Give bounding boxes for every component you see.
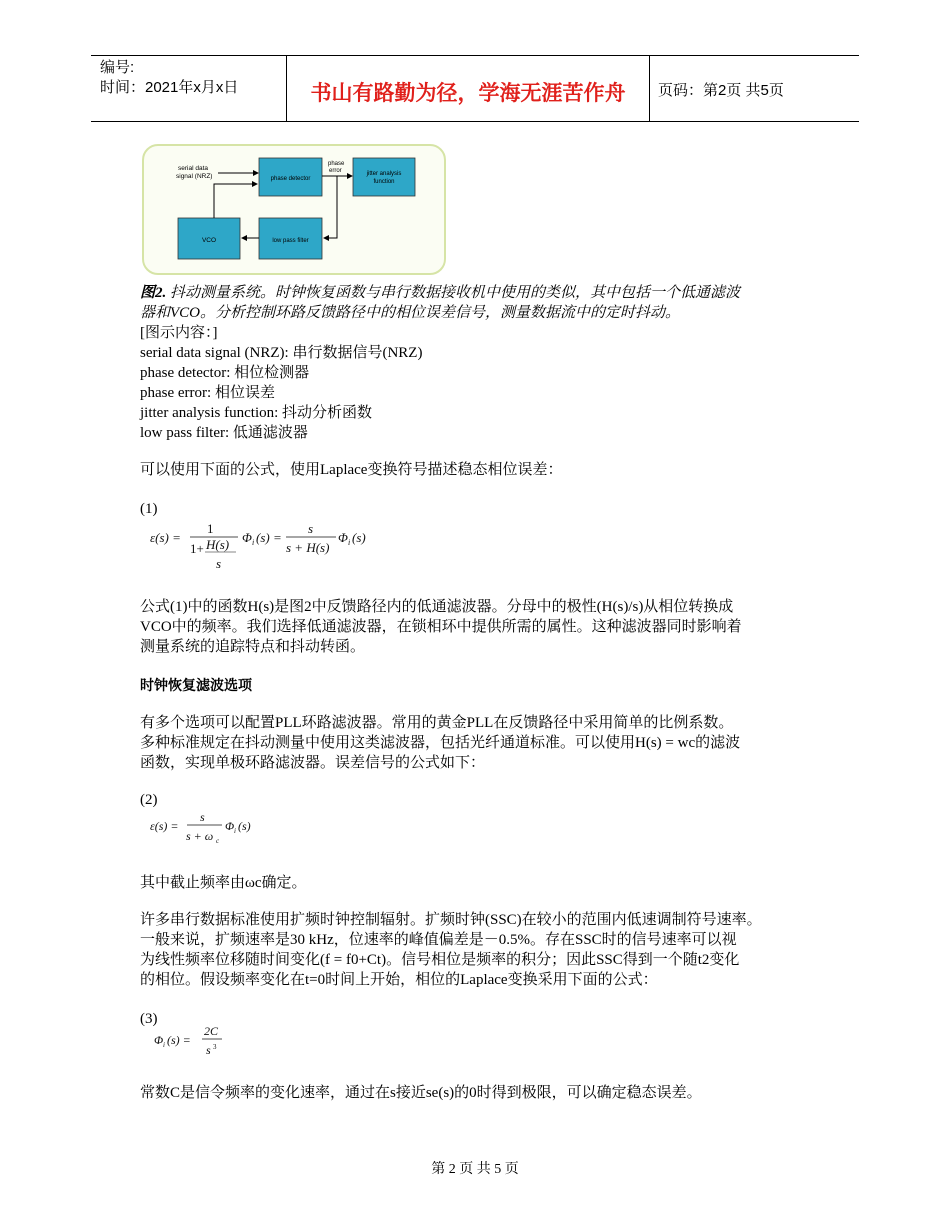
input-label: signal (NRZ)	[176, 173, 213, 180]
low-pass-filter-label: low pass filter	[272, 238, 309, 244]
paragraph-line: 许多串行数据标准使用扩频时钟控制辐射。扩频时钟(SSC)在较小的范围内低速调制符号速率。	[140, 912, 762, 928]
svg-text:i: i	[348, 538, 351, 547]
time-label: 时间：2021年x月x日	[100, 79, 239, 96]
caption-text: 器和VCO。分析控制环路反馈路径中的相位误差信号，测量数据流中的定时抖动。	[140, 305, 681, 321]
svg-text:Φ: Φ	[338, 530, 348, 545]
legend-item: phase error: 相位误差	[140, 385, 275, 401]
caption-label: 图2.	[140, 285, 167, 301]
phase-error-label: phase	[328, 161, 345, 167]
svg-text:c: c	[216, 837, 220, 845]
svg-text:(s): (s)	[238, 819, 251, 833]
svg-text:Φ: Φ	[225, 819, 235, 833]
paragraph-line: 多种标准规定在抖动测量中使用这类滤波器，包括光纤通道标准。可以使用H(s) = wc的滤波	[140, 735, 741, 751]
paragraph: 可以使用下面的公式，使用Laplace变换符号描述稳态相位误差：	[140, 462, 563, 478]
caption-text: 抖动测量系统。时钟恢复函数与串行数据接收机中使用的类似，其中包括一个低通滤波	[166, 285, 741, 301]
svg-text:(s) =: (s) =	[167, 1033, 191, 1047]
svg-text:(s): (s)	[352, 530, 366, 545]
svg-text:i: i	[252, 538, 255, 547]
paragraph-line: 公式(1)中的函数H(s)是图2中反馈路径内的低通滤波器。分母中的极性(H(s)/s)从相位转换成	[140, 599, 734, 615]
svg-text:H(s): H(s)	[206, 537, 230, 552]
input-label: serial data	[178, 165, 208, 172]
legend-item: low pass filter: 低通滤波器	[140, 425, 308, 441]
svg-text:Φ: Φ	[154, 1033, 164, 1047]
svg-text:ε(s) =: ε(s) =	[150, 819, 179, 833]
svg-text:s: s	[206, 1043, 211, 1057]
jitter-analysis-label: jitter analysis	[366, 171, 402, 177]
header-motto: 书山有路勤为径，学海无涯苦作舟	[310, 81, 626, 105]
equation-number: (2)	[140, 792, 158, 808]
legend-item: phase detector: 相位检测器	[140, 365, 310, 381]
legend-item: jitter analysis function: 抖动分析函数	[140, 405, 373, 421]
equation-2	[148, 808, 268, 848]
header-divider	[649, 55, 650, 121]
paragraph-line: 为线性频率位移随时间变化(f = f0+Ct)。信号相位是频率的积分；因此SSC得到一个随t2变化	[140, 952, 740, 968]
svg-text:ε(s) =: ε(s) =	[150, 530, 181, 545]
phase-error-label: error	[329, 168, 342, 174]
svg-text:s: s	[308, 521, 314, 536]
svg-text:s + ω: s + ω	[186, 829, 214, 843]
legend-item: serial data signal (NRZ): 串行数据信号(NRZ)	[140, 345, 423, 361]
svg-text:1: 1	[207, 521, 214, 536]
svg-text:i: i	[234, 827, 236, 835]
svg-text:Φ: Φ	[242, 530, 252, 545]
vco-label: VCO	[201, 237, 217, 244]
page-footer: 第 2 页 共 5 页	[431, 1162, 519, 1177]
header-bottom-rule	[91, 121, 859, 122]
section-heading: 时钟恢复滤波选项	[140, 678, 252, 694]
equation-1	[148, 520, 378, 578]
header-top-rule	[91, 55, 859, 56]
header-meta	[100, 58, 238, 98]
jitter-analysis-label: function	[373, 179, 395, 185]
legend-title: [图示内容：]	[140, 325, 218, 341]
svg-text:s + H(s): s + H(s)	[286, 540, 330, 555]
paragraph: 常数C是信令频率的变化速率，通过在s接近se(s)的0时得到极限，可以确定稳态误差。	[140, 1085, 702, 1101]
svg-text:i: i	[163, 1041, 165, 1049]
svg-text:3: 3	[213, 1043, 217, 1051]
svg-text:s: s	[216, 556, 222, 571]
paragraph-line: 的相位。假设频率变化在t=0时间上开始，相位的Laplace变换采用下面的公式：	[140, 972, 658, 988]
diagram-legend	[140, 323, 820, 443]
figure-caption	[140, 283, 820, 323]
paragraph: 其中截止频率由ωc确定。	[140, 875, 307, 891]
paragraph-line: 函数，实现单极环路滤波器。误差信号的公式如下：	[140, 755, 486, 771]
paragraph	[140, 597, 820, 657]
header-page-label: 页码：第2页 共5页	[658, 82, 784, 99]
paragraph	[140, 713, 820, 773]
paragraph-line: 一般来说，扩频速率是30 kHz，位速率的峰值偏差是－0.5%。存在SSC时的信号速率可以视	[140, 932, 737, 948]
serial-number-label: 编号:	[100, 59, 135, 76]
equation-3	[152, 1022, 242, 1062]
svg-text:1+: 1+	[190, 541, 204, 556]
paragraph	[140, 910, 820, 990]
phase-detector-label: phase detector	[270, 176, 311, 182]
paragraph-line: 测量系统的追踪特点和抖动转函。	[140, 639, 366, 655]
svg-text:2C: 2C	[204, 1024, 219, 1038]
equation-number: (1)	[140, 501, 158, 517]
svg-text:(s) =: (s) =	[256, 530, 282, 545]
jitter-analysis-block	[353, 158, 415, 196]
paragraph-line: VCO中的频率。我们选择低通滤波器，在锁相环中提供所需的属性。这种滤波器同时影响着	[140, 619, 742, 635]
equation-number: (3)	[140, 1011, 158, 1027]
svg-text:s: s	[200, 810, 205, 824]
paragraph-line: 有多个选项可以配置PLL环路滤波器。常用的黄金PLL在反馈路径中采用简单的比例系数。	[140, 715, 734, 731]
jitter-system-diagram	[142, 144, 446, 275]
